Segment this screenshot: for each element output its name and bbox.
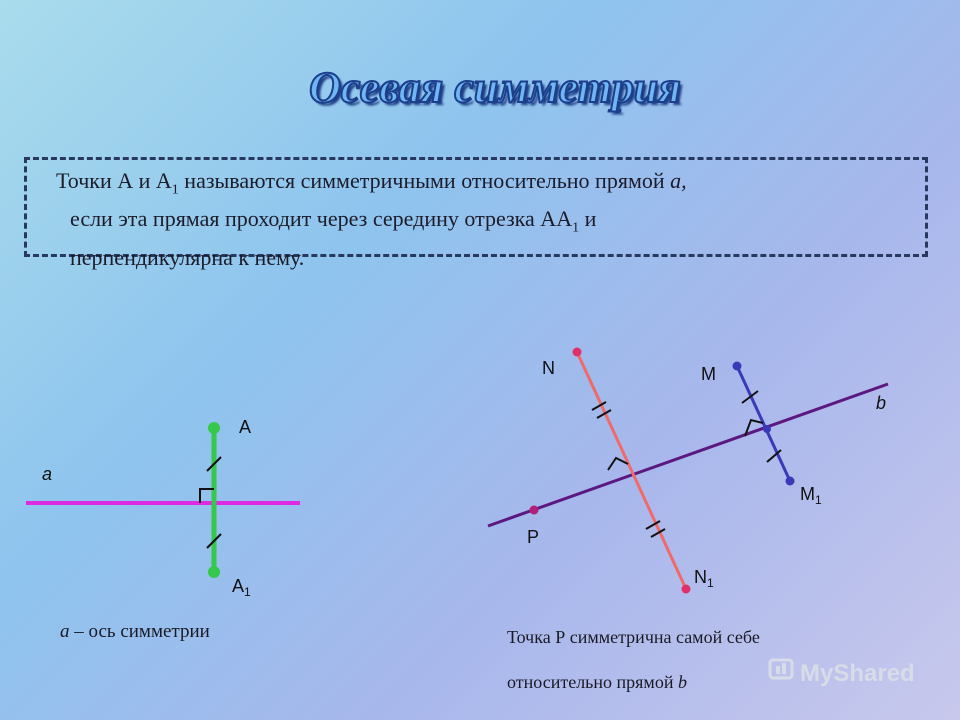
point-m1	[786, 477, 795, 486]
subscript: 1	[171, 182, 179, 198]
caption-text: – ось симметрии	[69, 621, 210, 642]
definition-fragment: если эта прямая проходит через середину отрезка АА	[70, 206, 573, 232]
label-a1-subscript: 1	[244, 585, 251, 599]
label-n: N	[542, 358, 555, 378]
label-n1-letter: N	[694, 567, 707, 587]
point-m	[733, 362, 742, 371]
caption-text: относительно прямой	[507, 672, 678, 692]
label-line-b: b	[876, 393, 887, 413]
definition-fragment: Точки А и А	[56, 168, 172, 193]
label-a1-letter: A	[232, 576, 245, 596]
left-caption	[60, 621, 210, 643]
label-m: M	[701, 364, 716, 384]
watermark-text: MyShared	[800, 660, 915, 687]
line-variable: а,	[670, 168, 687, 193]
left-figure	[26, 417, 300, 599]
point-n1	[682, 585, 691, 594]
label-m1	[800, 484, 822, 507]
caption-variable: b	[677, 672, 687, 692]
midpoint-mm1	[763, 425, 771, 433]
point-a1	[208, 566, 220, 578]
caption-variable: а	[60, 621, 70, 642]
point-p	[530, 506, 539, 515]
label-n1	[694, 567, 714, 590]
segment-nn1	[577, 352, 686, 589]
label-a1	[232, 576, 251, 599]
label-p: P	[527, 527, 540, 547]
point-a	[208, 422, 220, 434]
definition-line-3: перпендикулярна к нему.	[70, 244, 305, 270]
right-figure	[488, 348, 888, 594]
subscript: 1	[572, 220, 580, 236]
right-caption-line-1: Точка Р симметрична самой себе	[507, 627, 760, 647]
slide-title: Осевая симметрия	[309, 63, 681, 112]
right-caption-line-2	[507, 672, 687, 693]
segment-mm1	[737, 366, 790, 481]
watermark-logo-icon	[768, 656, 796, 684]
point-n	[573, 348, 582, 357]
definition-fragment: и	[579, 206, 597, 232]
label-a: A	[239, 417, 252, 437]
label-n1-subscript: 1	[707, 576, 714, 590]
line-b	[488, 384, 888, 526]
label-m1-subscript: 1	[815, 493, 822, 507]
definition-fragment: называются симметричными относительно прямой	[178, 168, 671, 193]
label-line-a: a	[42, 464, 53, 484]
label-m1-letter: M	[800, 484, 815, 504]
